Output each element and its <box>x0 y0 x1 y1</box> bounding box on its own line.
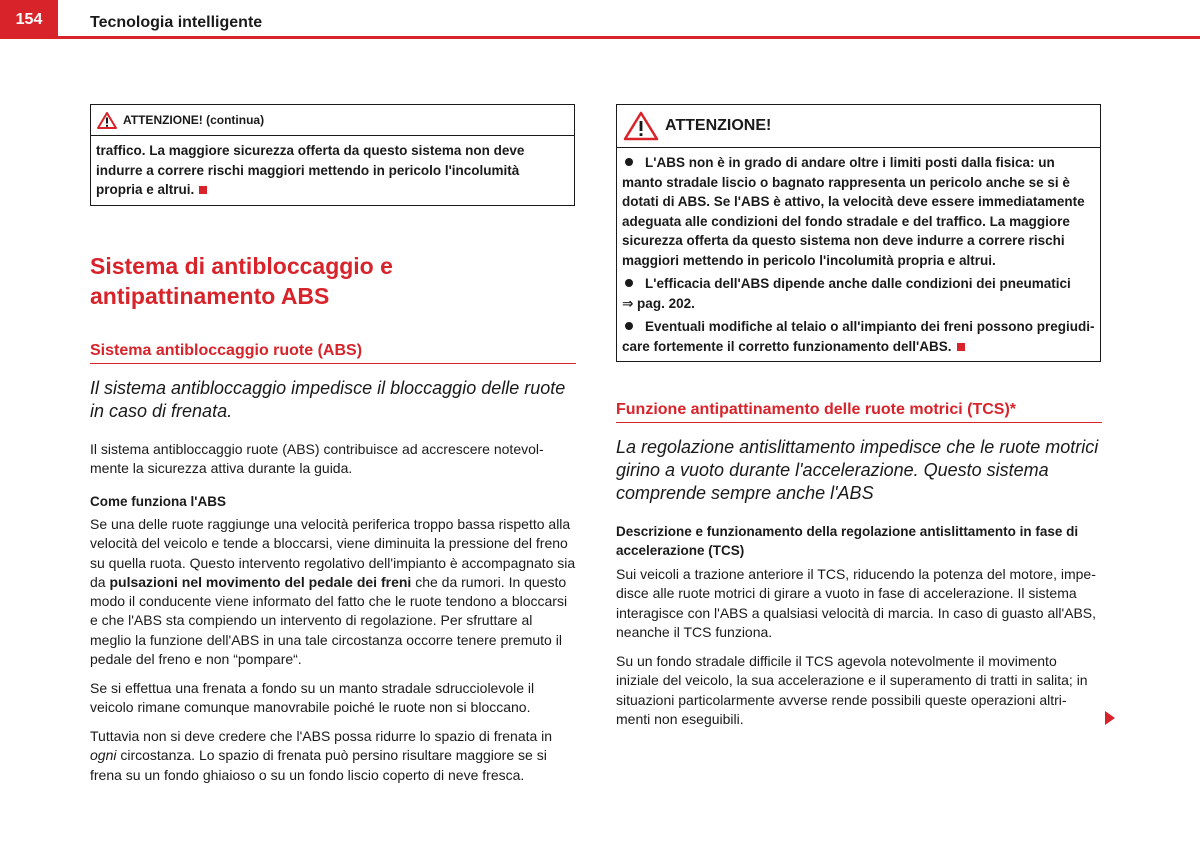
abs-paragraph-4-italic: ogni <box>90 747 117 764</box>
warning-triangle-icon <box>623 111 659 141</box>
bullet-dot-icon <box>625 158 633 166</box>
abs-intro: Il sistema antibloccaggio impedisce il bloccaggio delle ruote in caso di frenata. <box>90 378 566 421</box>
warning-bullet-2-text: L'efficacia dell'ABS dipende anche dalle condizioni dei pneumatici <box>645 276 1071 291</box>
left-column <box>90 104 576 206</box>
abs-paragraph-2-text-b: che da rumori. In questo modo il conducente viene informato del fatto che le ruote tendono a bloccarsi e che l'ABS sta compiendo un intervento di regolazione. Per sfruttare al meglio la funzione dell'ABS in una tale circostanza occorre tenere premuto il pedale del freno e non “pompare“. <box>90 573 568 668</box>
warning-continued-header <box>91 105 574 136</box>
abs-paragraph-2-text-a: Se una delle ruote raggiunge una velocità periferica troppo bassa rispetto alla velocità del veicolo e tende a bloccarsi, viene diminuita la pressione del freno su quella ruota. Questo intervento regolativo dell'impianto è accompagnato sia da <box>90 516 576 590</box>
page-reference-link[interactable]: ⇒ pag. 202. <box>622 295 695 311</box>
tcs-paragraph-2: Su un fondo stradale difficile il TCS agevola notevolmente il movimento iniziale del veicolo, la sua accelerazione e il superamento di tratti in salita; in situazioni particolarmente avverse rende possibili queste operazioni altri- menti non eseguibili. <box>616 653 1088 727</box>
page-number: 154 <box>0 0 58 39</box>
warning-continued-box <box>90 104 575 206</box>
abs-paragraph-2 <box>90 515 576 669</box>
header-section-title: Tecnologia intelligente <box>90 14 263 31</box>
abs-paragraph-4-text-b: circostanza. Lo spazio di frenata può persino risultare maggiore se si frena su un fondo ghiaioso o su un fondo liscio coperto di neve fresca. <box>90 747 547 783</box>
abs-paragraph-2-bold: pulsazioni nel movimento del pedale dei freni <box>109 573 412 590</box>
warning-continued-text: traffico. La maggiore sicurezza offerta da questo sistema non deve indurre a correre rischi maggiori mettendo in pericolo l'incolumità propria e altrui. <box>96 143 525 197</box>
warning-bullet-3 <box>622 317 1095 356</box>
warning-body <box>617 148 1100 361</box>
end-of-section-square-icon <box>957 343 965 351</box>
tcs-description-heading: Descrizione e funzionamento della regolazione antislittamento in fase di accelerazione (TCS) <box>616 524 1079 559</box>
how-abs-works-heading: Come funziona l'ABS <box>90 494 226 509</box>
abs-subtitle: Sistema antibloccaggio ruote (ABS) <box>90 342 576 364</box>
abs-paragraph-1: Il sistema antibloccaggio ruote (ABS) contribuisce ad accrescere notevol- mente la sicurezza attiva durante la guida. <box>90 441 544 477</box>
abs-paragraph-3: Se si effettua una frenata a fondo su un manto stradale sdrucciolevole il veicolo rimane comunque manovrabile poiché le ruote non si bloccano. <box>90 680 535 716</box>
warning-continued-body <box>91 136 574 205</box>
next-page-arrow-icon[interactable] <box>1105 711 1115 725</box>
warning-box <box>616 104 1101 362</box>
warning-bullet-2 <box>622 274 1095 313</box>
abs-paragraph-4 <box>90 727 576 785</box>
main-section-title: Sistema di antibloccaggio e antipattinamento ABS <box>90 253 393 309</box>
warning-bullet-1-text: L'ABS non è in grado di andare oltre i limiti posti dalla fisica: un manto stradale liscio o bagnato rappresenta un pericolo anche se si è dotati di ABS. Se l'ABS è attivo, la velocità deve essere immediatamente adeguata alle condizioni del fondo stradale e del traffico. La maggiore sicurezza offerta da questo sistema non deve indurre a correre rischi maggiori mettendo in pericolo l'incolumità propria e altrui. <box>622 155 1085 268</box>
bullet-dot-icon <box>625 279 633 287</box>
end-of-section-square-icon <box>199 186 207 194</box>
tcs-intro: La regolazione antislittamento impedisce che le ruote motrici girino a vuoto durante l'accelerazione. Questo sistema comprende sempre anche l'ABS <box>616 437 1099 503</box>
tcs-paragraph-1: Sui veicoli a trazione anteriore il TCS, riducendo la potenza del motore, impe- disce alle ruote motrici di girare a vuoto in fase di accelerazione. Il sistema interagisce con l'ABS a qualsiasi velocità di marcia. In caso di guasto all'ABS, neanche il TCS funziona. <box>616 566 1097 640</box>
warning-bullet-1 <box>622 153 1095 270</box>
bullet-dot-icon <box>625 322 633 330</box>
warning-title: ATTENZIONE! <box>665 117 772 134</box>
warning-triangle-icon <box>97 112 117 129</box>
warning-header <box>617 105 1100 148</box>
abs-paragraph-4-text-a: Tuttavia non si deve credere che l'ABS possa ridurre lo spazio di frenata in <box>90 728 553 744</box>
warning-bullet-3-text: Eventuali modifiche al telaio o all'impianto dei freni possono pregiudi- care fortemente il corretto funzionamento dell'ABS. <box>622 319 1095 354</box>
header-rule <box>0 36 1200 39</box>
warning-continued-title: ATTENZIONE! (continua) <box>123 113 265 127</box>
right-column <box>616 104 1102 362</box>
tcs-subtitle: Funzione antipattinamento delle ruote motrici (TCS)* <box>616 401 1102 423</box>
